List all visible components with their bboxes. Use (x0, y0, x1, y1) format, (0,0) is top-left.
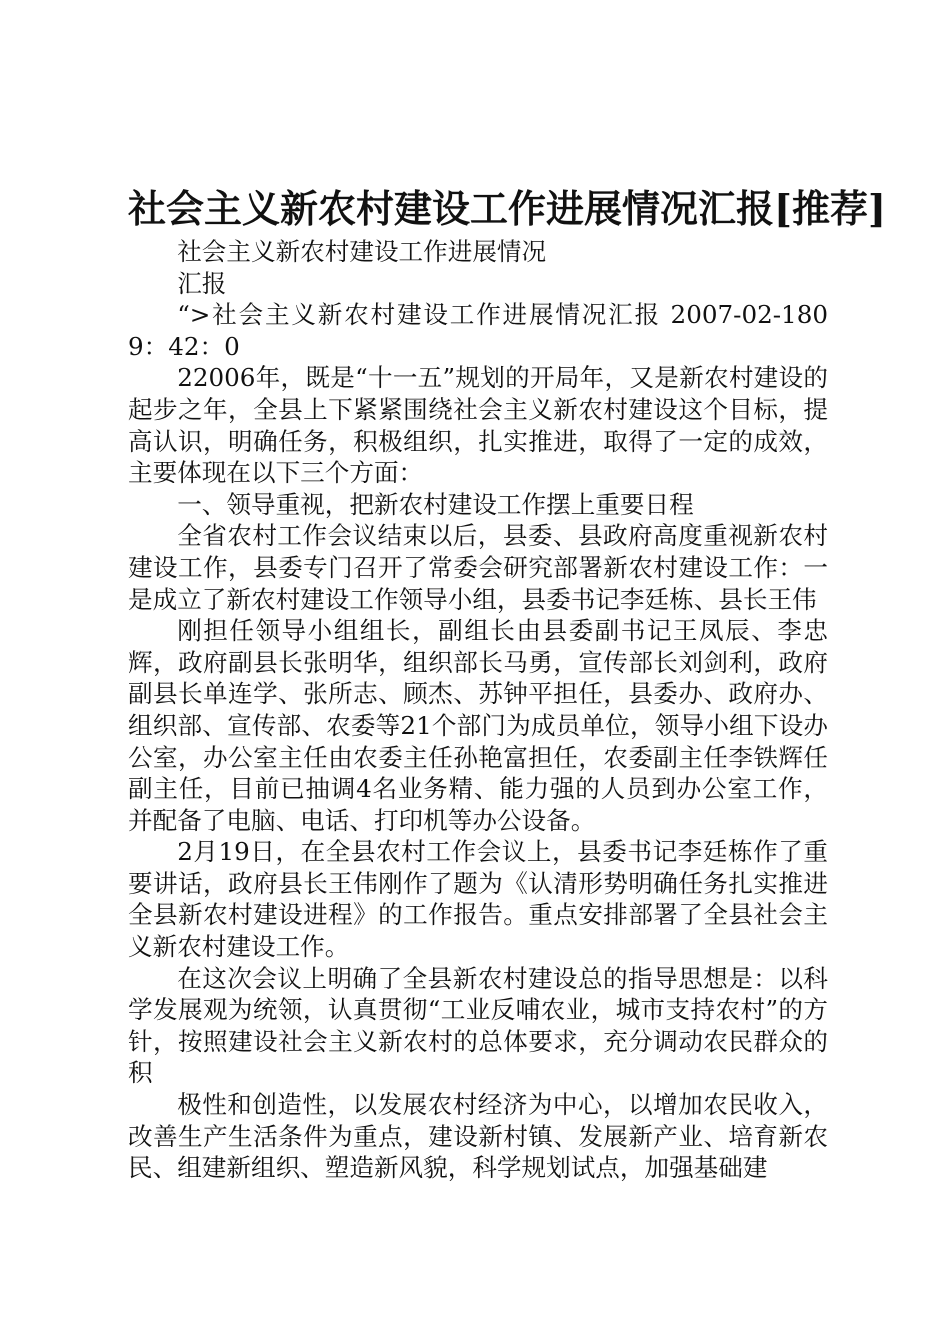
document-title: 社会主义新农村建设工作进展情况汇报[推荐] (128, 186, 886, 231)
publish-info: “>社会主义新农村建设工作进展情况汇报 2007-02-1809：42：0 (128, 300, 828, 361)
paragraph: 极性和创造性，以发展农村经济为中心，以增加农民收入，改善生产生活条件为重点，建设新村镇、发展新产业、培育新农民、组建新组织、塑造新风貌，科学规划试点，加强基础建 (128, 1090, 828, 1183)
paragraph-intro: 22006年，既是“十一五”规划的开局年，又是新农村建设的起步之年，全县上下紧紧围绕社会主义新农村建设这个目标，提高认识，明确任务，积极组织，扎实推进，取得了一定的成效，主要体现在以下三个方面： (128, 363, 828, 488)
subtitle-line-2: 汇报 (177, 268, 227, 298)
section-heading-1: 一、领导重视，把新农村建设工作摆上重要日程 (177, 489, 694, 519)
paragraph: 2月19日，在全县农村工作会议上，县委书记李廷栋作了重要讲话，政府县长王伟刚作了题为《认清形势明确任务扎实推进全县新农村建设进程》的工作报告。重点安排部署了全县社会主义新农村建设工作。 (128, 837, 828, 962)
paragraph: 刚担任领导小组组长，副组长由县委副书记王凤辰、李忠辉，政府副县长张明华，组织部长马勇，宣传部长刘剑利，政府副县长单连学、张所志、顾杰、苏钟平担任，县委办、政府办、组织部、宣传部、农委等21个部门为成员单位，领导小组下设办公室，办公室主任由农委主任孙艳富担任，农委副主任李铁辉任副主任，目前已抽调4名业务精、能力强的人员到办公室工作，并配备了电脑、电话、打印机等办公设备。 (128, 616, 828, 835)
document-body (128, 236, 828, 1184)
subtitle-line-1: 社会主义新农村建设工作进展情况 (177, 237, 547, 266)
paragraph: 在这次会议上明确了全县新农村建设总的指导思想是：以科学发展观为统领，认真贯彻“工业反哺农业，城市支持农村”的方针，按照建设社会主义新农村的总体要求，充分调动农民群众的积 (128, 963, 828, 1088)
paragraph: 全省农村工作会议结束以后，县委、县政府高度重视新农村建设工作，县委专门召开了常委会研究部署新农村建设工作：一是成立了新农村建设工作领导小组，县委书记李廷栋、县长王伟 (128, 521, 828, 614)
